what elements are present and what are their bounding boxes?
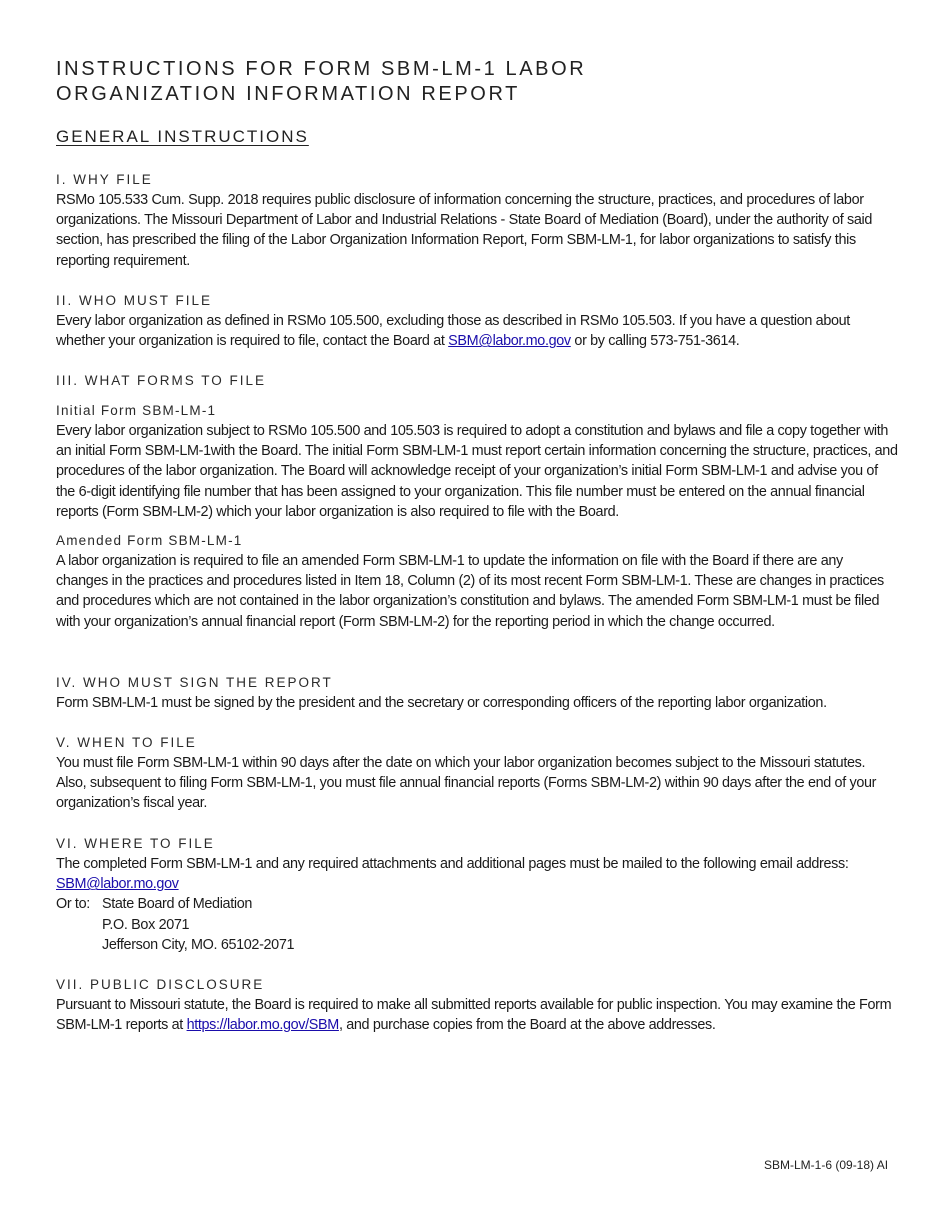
section-heading: VI. WHERE TO FILE [56, 836, 215, 851]
subsection-text: A labor organization is required to file an amended Form SBM-LM-1 to update the information on file with the Board if there are any changes in the practices and procedures listed in Item 18, Column (2) of its most recent Form SBM-LM-1. These are changes in practices and procedures which are not contained in the labor organization’s constitution and bylaws. The amended Form SBM-LM-1 must be filed with your organization’s annual financial report (Form SBM-LM-2) for the reporting period in which the change occurred. [56, 553, 884, 630]
section-heading: I. WHY FILE [56, 172, 153, 187]
section-text: Pursuant to Missouri statute, the Board is required to make all submitted reports available for public inspection. You may examine the Form SBM-LM-1 reports at https://labor.mo.gov/SBM, and purchase copies from the Board at the above addresses. [56, 997, 892, 1034]
address-line-3: Jefferson City, MO. 65102-2071 [102, 936, 295, 953]
section-text: Form SBM-LM-1 must be signed by the president and the secretary or corresponding officers of the reporting labor organization. [56, 695, 827, 711]
section-heading: IV. WHO MUST SIGN THE REPORT [56, 675, 333, 690]
email-link[interactable]: SBM@labor.mo.gov [56, 876, 179, 893]
subsection-amended-form [56, 531, 898, 632]
general-instructions-heading: GENERAL INSTRUCTIONS [56, 127, 309, 146]
section-when-to-file [56, 733, 898, 814]
section-heading: II. WHO MUST FILE [56, 293, 213, 308]
or-to-label: Or to: [56, 896, 90, 913]
section-what-forms [56, 371, 898, 391]
section-text: You must file Form SBM-LM-1 within 90 days after the date on which your labor organization becomes subject to the Missouri statutes. Also, subsequent to filing Form SBM-LM-1, you must file annual financial reports (Forms SBM-LM-2) within 90 days after the end of your organization’s fiscal year. [56, 755, 877, 812]
title-line-1: INSTRUCTIONS FOR FORM SBM-LM-1 LABOR [56, 58, 587, 80]
subsection-heading: Amended Form SBM-LM-1 [56, 533, 243, 548]
subsection-initial-form [56, 401, 898, 522]
section-heading: III. WHAT FORMS TO FILE [56, 373, 267, 388]
document-title [56, 57, 586, 107]
section-where-to-file [56, 834, 898, 955]
section-who-must-sign [56, 673, 898, 713]
section-who-must-file [56, 291, 898, 351]
subsection-text: Every labor organization subject to RSMo 105.500 and 105.503 is required to adopt a constitution and bylaws and file a copy together with an initial Form SBM-LM-1with the Board. The initial Form SBM-LM-1 must report certain information concerning the structure, practices, and procedures of the labor organization. The Board will acknowledge receipt of your organization’s initial Form SBM-LM-1 and advise you of the 6-digit identifying file number that has been assigned to your organization. This file number must be entered on the annual financial reports (Form SBM-LM-2) which your labor organization is also required to file with the Board. [56, 423, 898, 520]
subsection-heading: Initial Form SBM-LM-1 [56, 403, 217, 418]
title-line-2: ORGANIZATION INFORMATION REPORT [56, 83, 520, 105]
form-number-footer: SBM-LM-1-6 (09-18) AI [764, 1158, 889, 1172]
sbm-website-link[interactable]: https://labor.mo.gov/SBM [186, 1017, 339, 1034]
section-text: RSMo 105.533 Cum. Supp. 2018 requires public disclosure of information concerning the structure, practices, and procedures of labor organizations. The Missouri Department of Labor and Industrial Relations - State Board of Mediation (Board), under the authority of said section, has prescribed the filing of the Labor Organization Information Report, Form SBM-LM-1, for labor organizations to satisfy this reporting requirement. [56, 192, 873, 269]
mailing-address [56, 894, 898, 955]
section-text: The completed Form SBM-LM-1 and any required attachments and additional pages must be mailed to the following email address: [56, 856, 849, 872]
section-public-disclosure [56, 975, 898, 1035]
section-why-file [56, 170, 898, 271]
section-text: Every labor organization as defined in RSMo 105.500, excluding those as described in RSMo 105.503. If you have a question about whether your organization is required to file, contact the Board at SBM@labor.mo.gov or by calling 573-751-3614. [56, 313, 850, 350]
email-link[interactable]: SBM@labor.mo.gov [448, 333, 571, 350]
address-line-1: State Board of Mediation [102, 896, 252, 913]
section-heading: VII. PUBLIC DISCLOSURE [56, 977, 265, 992]
address-line-2: P.O. Box 2071 [102, 916, 190, 933]
section-heading: V. WHEN TO FILE [56, 735, 197, 750]
